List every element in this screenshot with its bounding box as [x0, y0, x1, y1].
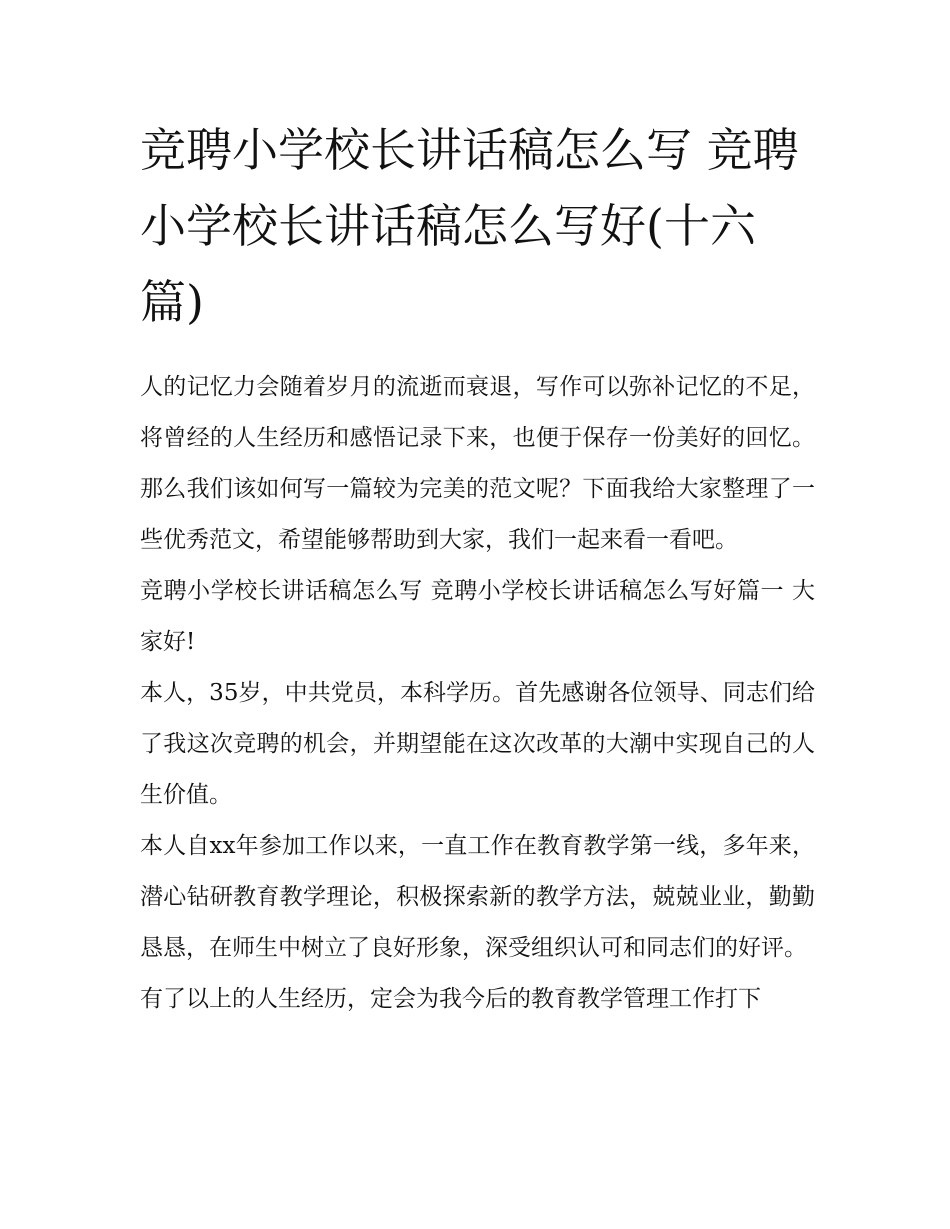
paragraph-conclusion: 有了以上的人生经历，定会为我今后的教育教学管理工作打下 [140, 986, 761, 1012]
paragraph-self-intro: 本人，35岁，中共党员，本科学历。首先感谢各位领导、同志们给了我这次竞聘的机会，并期望能在这次改革的大潮中实现自己的人生价值。 [140, 680, 815, 808]
paragraph-intro: 人的记忆力会随着岁月的流逝而衰退，写作可以弥补记忆的不足，将曾经的人生经历和感悟记录下来，也便于保存一份美好的回忆。那么我们该如何写一篇较为完美的范文呢？下面我给大家整理了一些优秀范文，希望能够帮助到大家，我们一起来看一看吧。 [140, 374, 815, 553]
paragraph-work-history: 本人自xx年参加工作以来，一直工作在教育教学第一线，多年来，潜心钻研教育教学理论，积极探索新的教学方法，兢兢业业，勤勤恳恳，在师生中树立了良好形象，深受组织认可和同志们的好评。 [140, 833, 815, 961]
document-body [140, 112, 815, 1025]
paragraph-section-heading: 竞聘小学校长讲话稿怎么写 竞聘小学校长讲话稿怎么写好篇一 大家好! [140, 578, 815, 655]
document-title: 竞聘小学校长讲话稿怎么写 竞聘小学校长讲话稿怎么写好(十六篇) [140, 123, 799, 329]
